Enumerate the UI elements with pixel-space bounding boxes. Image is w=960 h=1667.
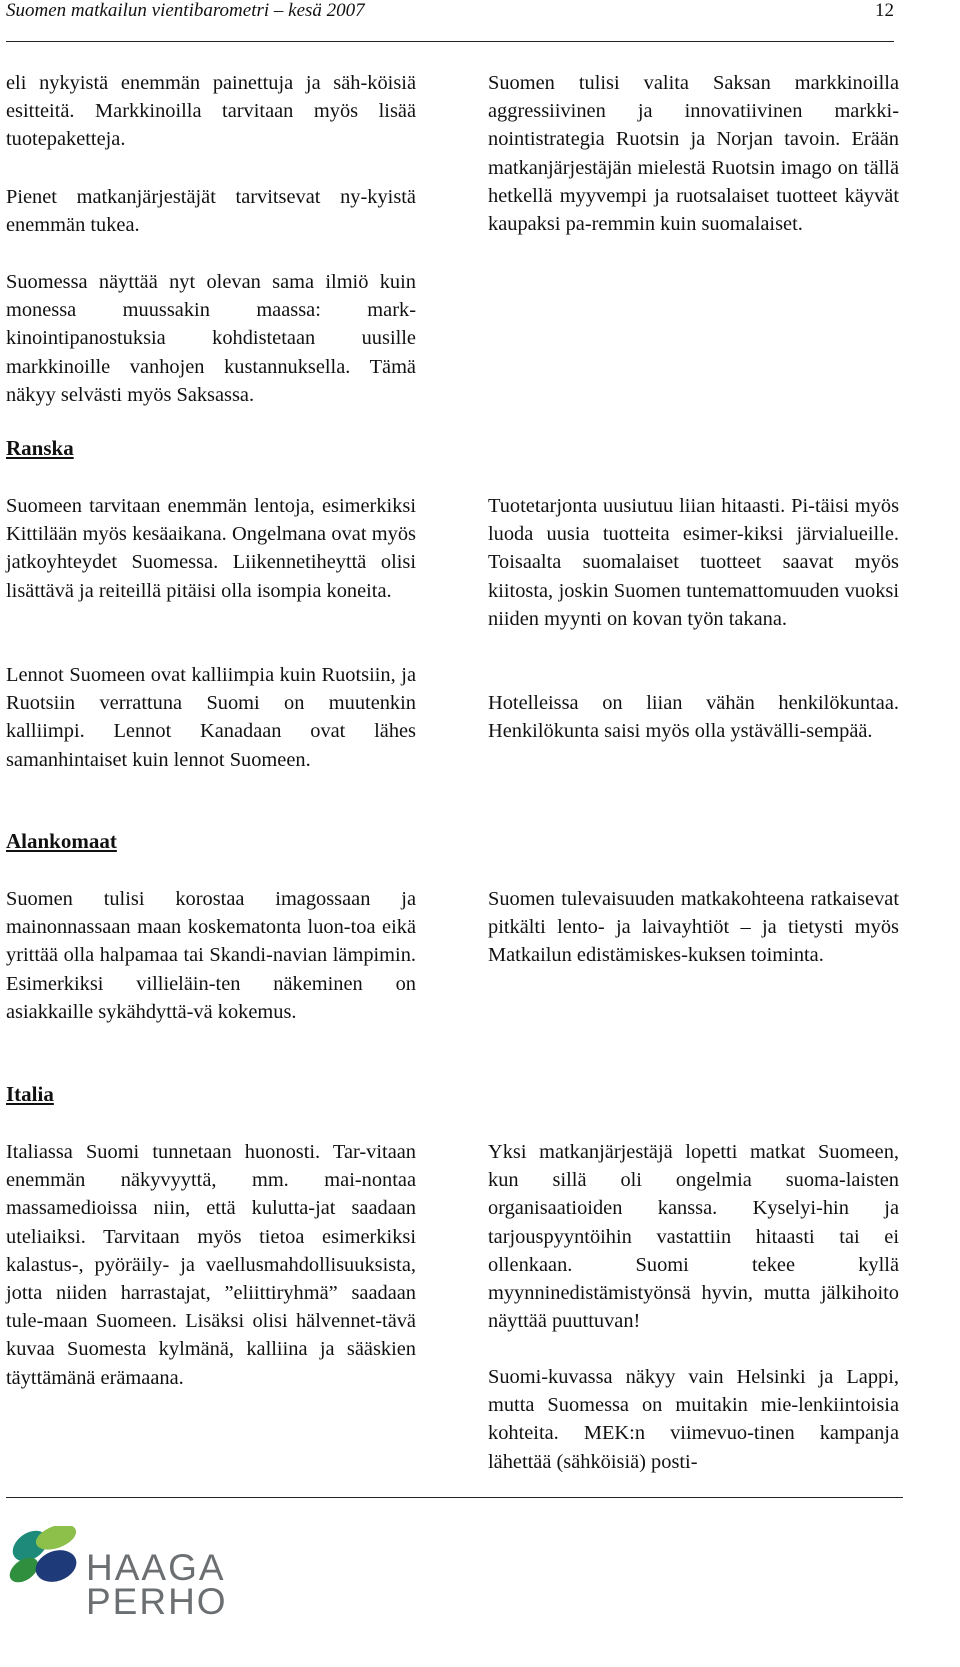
ranska-right-paragraph-1: Tuotetarjonta uusiutuu liian hitaasti. Pi-täisi myös luoda uusia tuotteita esimer-kiksi järvialueille. Toisaalta suomalaiset tuotteet saavat myös kiitosta, joskin Suomen tuntemattomuuden vuoksi niiden myynti on kovan työn takana. bbox=[488, 495, 899, 630]
section-heading-italia: Italia bbox=[6, 1082, 54, 1106]
haaga-perho-logo bbox=[6, 1526, 236, 1667]
footer-rule bbox=[6, 1497, 903, 1498]
logo-text-perho: PERHO bbox=[86, 1581, 228, 1622]
section-heading-alankomaat: Alankomaat bbox=[6, 829, 117, 853]
header-title: Suomen matkailun vientibarometri – kesä 2007 bbox=[6, 0, 365, 21]
page-number: 12 bbox=[875, 0, 894, 21]
ranska-left-paragraph-1: Suomeen tarvitaan enemmän lentoja, esimerkiksi Kittilään myös kesäaikana. Ongelmana ovat myös jatkoyhteydet Suomessa. Liikennetiheyttä olisi lisättävä ja reiteillä pitäisi olla isompia koneita. bbox=[6, 495, 416, 602]
italia-left-paragraph-1: Italiassa Suomi tunnetaan huonosti. Tar-vitaan enemmän näkyvyyttä, mm. mai-nontaa massamedioissa niin, että kulutta-jat saadaan uteliaiksi. Tarvitaan myös tietoa esimerkiksi kalastus-, pyöräily- ja vaellusmahdollisuuksista, jotta niiden harrastajat, ”eliittiryhmä” saadaan tule-maan Suomeen. Lisäksi olisi hälvennet-tävä kuvaa Suomesta kylmänä, kalliina ja sääskien täyttämänä erämaana. bbox=[6, 1141, 416, 1389]
logo-text-haaga: HAAGA bbox=[86, 1547, 226, 1588]
intro-right-paragraph-1: Suomen tulisi valita Saksan markkinoilla aggressiivinen ja innovatiivinen markki-nointistrategia Ruotsin ja Norjan tavoin. Erään matkanjärjestäjän mielestä Ruotsin imago on tällä hetkellä myyvempi ja ruotsalaiset tuotteet käyvät kaupaksi pa-remmin kuin suomalaiset. bbox=[488, 72, 899, 236]
ranska-right-paragraph-2: Hotelleissa on liian vähän henkilökuntaa. Henkilökunta saisi myös olla ystävälli-sempää. bbox=[488, 692, 899, 743]
alankomaat-right-paragraph-1: Suomen tulevaisuuden matkakohteena ratkaisevat pitkälti lento- ja laivayhtiöt – ja tietysti myös Matkailun edistämiskes-kuksen toiminta. bbox=[488, 888, 899, 967]
intro-left-paragraph-1: eli nykyistä enemmän painettuja ja säh-köisiä esitteitä. Markkinoilla tarvitaan myös lisää tuotepaketteja. bbox=[6, 72, 416, 151]
header-rule bbox=[6, 41, 894, 42]
italia-right-paragraph-2: Suomi-kuvassa näkyy vain Helsinki ja Lappi, mutta Suomessa on muitakin mie-lenkiintoisia kohteita. MEK:n viimevuo-tinen kampanja lähettää (sähköisiä) posti- bbox=[488, 1366, 899, 1473]
section-heading-ranska: Ranska bbox=[6, 436, 74, 460]
page-header bbox=[6, 0, 894, 26]
alankomaat-left-paragraph-1: Suomen tulisi korostaa imagossaan ja mainonnassaan maan koskematonta luon-toa eikä yrittää olla halpamaa tai Skandi-navian lämpimin. Esimerkiksi villieläin-ten näkeminen on asiakkaille sykähdyttä-vä kokemus. bbox=[6, 888, 416, 1023]
logo-mark-icon bbox=[6, 1526, 81, 1587]
intro-left-paragraph-2: Pienet matkanjärjestäjät tarvitsevat ny-kyistä enemmän tukea. bbox=[6, 186, 416, 237]
intro-left-paragraph-3: Suomessa näyttää nyt olevan sama ilmiö kuin monessa muussakin maassa: mark-kinointipanostuksia kohdistetaan uusille markkinoille vanhojen kustannuksella. Tämä näkyy selvästi myös Saksassa. bbox=[6, 271, 416, 406]
ranska-left-paragraph-2: Lennot Suomeen ovat kalliimpia kuin Ruotsiin, ja Ruotsiin verrattuna Suomi on muutenkin kalliimpi. Lennot Kanadaan ovat lähes samanhintaiset kuin lennot Suomeen. bbox=[6, 664, 416, 771]
italia-right-paragraph-1: Yksi matkanjärjestäjä lopetti matkat Suomeen, kun sillä oli ongelmia suoma-laisten organisaatioiden kanssa. Kyselyi-hin ja tarjouspyyntöihin vastattiin hitaasti tai ei ollenkaan. Suomi tekee kyllä myynninedistämistyönsä hyvin, mutta jälkihoito näyttää puuttuvan! bbox=[488, 1141, 899, 1333]
